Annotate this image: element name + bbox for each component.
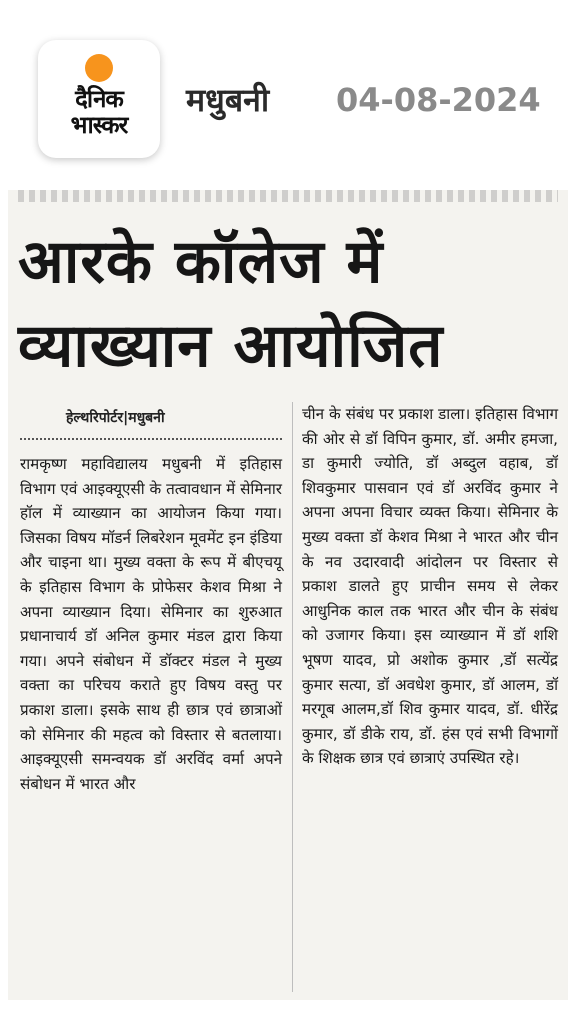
edition-date: 04-08-2024 [336, 81, 541, 119]
newspaper-logo[interactable] [38, 40, 160, 158]
article-byline: हेल्थरिपोर्टर|मधुबनी [66, 410, 165, 426]
sun-icon [85, 54, 113, 82]
torn-edge [18, 190, 558, 202]
left-column-text: रामकृष्ण महाविद्यालय मधुबनी में इतिहास विभाग एवं आइक्यूएसी के तत्वावधान में सेमिनार हॉल में व्याख्यान का आयोजन किया गया। जिसका विषय मॉडर्न लिबरेशन मूवमेंट इन इंडिया और चाइना था। मुख्य वक्ता के रूप में बीएचयू के इतिहास विभाग के प्रोफेसर केशव मिश्रा ने अपना व्याख्यान दिया। सेमिनार का शुरुआत प्रधानाचार्य डॉ अनिल कुमार मंडल द्वारा किया गया। अपने संबोधन में डॉक्टर मंडल ने मुख्य वक्ता का परिचय कराते हुए विषय वस्तु पर प्रकाश डाला। इसके साथ ही छात्र एवं छात्राओं को सेमिनार की महत्व को विस्तार से बतलाया। आइक्यूएसी समन्वयक डॉ अरविंद वर्मा अपने संबोधन में भारत और [20, 455, 282, 793]
article-headline [18, 220, 558, 388]
headline-line1: आरके कॉलेज में [18, 227, 384, 297]
app-header [0, 0, 574, 190]
news-clipping [8, 190, 568, 1000]
edition-city: मधुबनी [186, 81, 270, 119]
article-column-right [302, 402, 558, 771]
logo-text-line2: भास्कर [70, 111, 128, 139]
right-column-text: चीन के संबंध पर प्रकाश डाला। इतिहास विभाग की ओर से डॉ विपिन कुमार, डॉ. अमीर हमजा, डा कुमारी ज्योति, डॉ अब्दुल वहाब, डॉ शिवकुमार पासवान एवं डॉ अरविंद कुमार ने अपना अपना विचार व्यक्त किया। सेमिनार के मुख्य वक्ता डॉ केशव मिश्रा ने भारत और चीन के नव उदारवादी आंदोलन पर विस्तार से प्रकाश डालते हुए प्राचीन समय से लेकर आधुनिक काल तक भारत और चीन के संबंध को उजागर किया। इस व्याख्यान में डॉ शशि भूषण यादव, प्रो अशोक कुमार ,डॉ सत्येंद्र कुमार सत्या, डॉ अवधेश कुमार, डॉ आलम, डॉ मरगूब आलम,डॉ शिव कुमार यादव, डॉ. धीरेंद्र कुमार, डॉ डीके राय, डॉ. हंस एवं सभी विभागों के शिक्षक छात्र एवं छात्राएं उपस्थित रहे। [302, 405, 558, 768]
article-column-left [20, 452, 282, 796]
headline-line2: व्याख्यान आयोजित [18, 311, 444, 381]
logo-text-line1: दैनिक [75, 85, 123, 113]
column-divider [292, 402, 293, 992]
byline-divider [20, 438, 282, 440]
